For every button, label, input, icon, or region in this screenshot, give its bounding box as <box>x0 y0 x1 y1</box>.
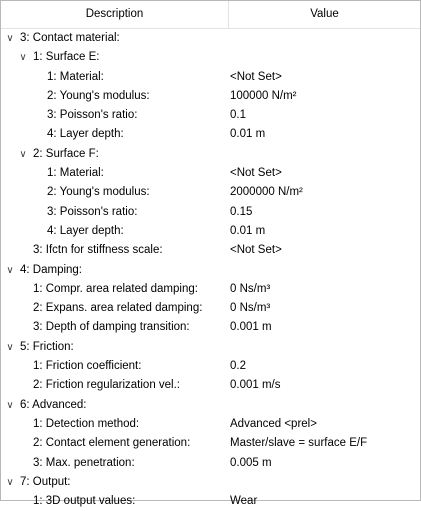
tree-row-value[interactable]: 0.01 m <box>230 128 266 141</box>
tree-row-value[interactable]: 0.1 <box>230 109 246 122</box>
tree-row-label: 6: Advanced: <box>20 398 87 411</box>
tree-row[interactable] <box>1 241 420 260</box>
chevron-down-icon[interactable]: ∨ <box>6 33 14 44</box>
tree-row-value[interactable]: 0 Ns/m³ <box>230 302 271 315</box>
tree-row-value[interactable]: <Not Set> <box>230 167 282 180</box>
tree-row-label: 1: Surface E: <box>33 51 100 64</box>
tree-row[interactable] <box>1 376 420 395</box>
tree-row[interactable] <box>1 145 420 164</box>
tree-row-value[interactable]: 0 Ns/m³ <box>230 282 271 295</box>
tree-row-label: 3: Poisson's ratio: <box>47 109 138 122</box>
tree-row[interactable] <box>1 454 420 473</box>
chevron-down-icon[interactable]: ∨ <box>19 148 27 160</box>
tree-row-value[interactable]: 0.005 m <box>230 456 272 469</box>
tree-row-value[interactable]: 0.001 m/s <box>230 379 281 392</box>
tree-row-label: 3: Ifctn for stiffness scale: <box>33 244 163 257</box>
tree-row-label: 1: Friction coefficient: <box>33 360 142 373</box>
tree-row-value[interactable]: 2000000 N/m² <box>230 186 303 199</box>
tree-row-label: 1: Material: <box>47 167 104 180</box>
tree-header <box>1 1 420 29</box>
tree-row[interactable] <box>1 261 420 280</box>
tree-row-label: 2: Surface F: <box>33 147 99 160</box>
tree-row-value[interactable]: 100000 N/m² <box>230 89 297 102</box>
tree-row-label: 3: Depth of damping transition: <box>33 321 190 334</box>
tree-row-value[interactable]: 0.15 <box>230 205 253 218</box>
tree-row[interactable] <box>1 338 420 357</box>
tree-row-label: 7: Output: <box>20 475 71 488</box>
column-header-value[interactable]: Value <box>310 8 339 20</box>
tree-row-label: 4: Damping: <box>20 263 83 276</box>
tree-row-label: 2: Expans. area related damping: <box>33 302 203 315</box>
chevron-down-icon[interactable]: ∨ <box>6 264 14 276</box>
tree-row-label: 3: Poisson's ratio: <box>47 205 138 218</box>
tree-row-label: 3: Contact material: <box>20 32 120 44</box>
tree-row-value[interactable]: <Not Set> <box>230 70 282 83</box>
tree-row-label: 4: Layer depth: <box>47 128 124 141</box>
tree-row-label: 4: Layer depth: <box>47 224 124 237</box>
tree-row-value[interactable]: Advanced <prel> <box>230 417 317 430</box>
tree-row[interactable] <box>1 29 420 48</box>
tree-row[interactable] <box>1 68 420 87</box>
tree-row-value[interactable]: <Not Set> <box>230 244 282 257</box>
tree-row-value[interactable]: Master/slave = surface E/F <box>230 437 368 450</box>
tree-row-value[interactable]: Wear <box>230 495 258 508</box>
tree-row-value[interactable]: 0.2 <box>230 360 246 373</box>
tree-row-label: 1: Compr. area related damping: <box>33 282 198 295</box>
tree-row[interactable] <box>1 415 420 434</box>
tree-row-label: 2: Contact element generation: <box>33 437 191 450</box>
tree-row[interactable] <box>1 125 420 144</box>
tree-row[interactable] <box>1 183 420 202</box>
tree-row[interactable] <box>1 434 420 453</box>
tree-row[interactable] <box>1 396 420 415</box>
tree-rows <box>1 29 420 511</box>
tree-row-label: 2: Young's modulus: <box>47 186 150 199</box>
tree-row[interactable] <box>1 473 420 492</box>
chevron-down-icon[interactable]: ∨ <box>19 52 27 64</box>
tree-row[interactable] <box>1 357 420 376</box>
tree-row[interactable] <box>1 280 420 299</box>
chevron-down-icon[interactable]: ∨ <box>6 399 14 411</box>
tree-row[interactable] <box>1 492 420 511</box>
chevron-down-icon[interactable]: ∨ <box>6 341 14 353</box>
tree-row[interactable] <box>1 106 420 125</box>
tree-row[interactable] <box>1 222 420 241</box>
tree-row-label: 2: Friction regularization vel.: <box>33 379 181 392</box>
chevron-down-icon[interactable]: ∨ <box>6 476 14 488</box>
tree-row-label: 2: Young's modulus: <box>47 89 150 102</box>
tree-row[interactable] <box>1 299 420 318</box>
tree-row-label: 1: 3D output values: <box>33 495 136 508</box>
tree-row[interactable] <box>1 203 420 222</box>
tree-row[interactable] <box>1 318 420 337</box>
tree-row-label: 1: Material: <box>47 70 104 83</box>
tree-row[interactable] <box>1 87 420 106</box>
tree-row[interactable] <box>1 164 420 183</box>
tree-row-label: 3: Max. penetration: <box>33 456 135 469</box>
tree-row-label: 1: Detection method: <box>33 417 140 430</box>
column-header-description[interactable]: Description <box>85 8 144 20</box>
tree-row-value[interactable]: 0.001 m <box>230 321 272 334</box>
tree-row-value[interactable]: 0.01 m <box>230 224 266 237</box>
tree-row[interactable] <box>1 48 420 67</box>
tree-row-label: 5: Friction: <box>20 340 74 353</box>
